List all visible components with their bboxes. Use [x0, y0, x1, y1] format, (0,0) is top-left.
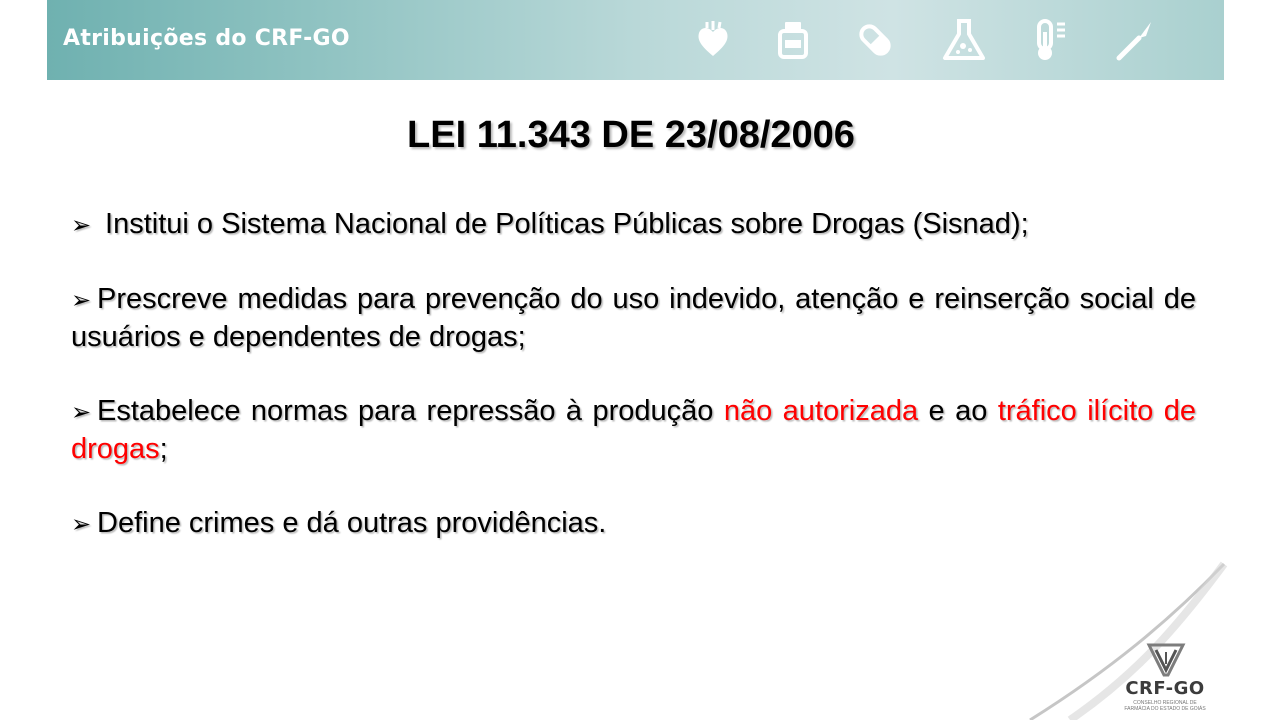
- thermometer-icon: [1031, 18, 1071, 62]
- slide-title: LEI 11.343 DE 23/08/2006: [407, 114, 855, 156]
- logo-subtitle: CONSELHO REGIONAL DE FARMÁCIA DO ESTADO DE GOIÁS: [1124, 700, 1206, 712]
- bullet-list: [71, 206, 1196, 580]
- bullet-text: Estabelece normas para repressão à produção: [97, 395, 724, 427]
- crf-go-logo: [1120, 640, 1210, 712]
- bullet-text: Prescreve medidas para prevenção do uso indevido, atenção e reinserção social de usuários e dependentes de drogas;: [71, 283, 1196, 353]
- bullet-text: ;: [159, 433, 168, 465]
- bullet-arrow-icon: ➢: [71, 211, 92, 239]
- bullet-text: e ao: [918, 395, 998, 427]
- flask-icon: [939, 18, 989, 62]
- bullet-arrow-icon: ➢: [71, 510, 92, 538]
- header-title: Atribuições do CRF-GO: [63, 26, 350, 51]
- bullet-arrow-icon: ➢: [71, 286, 92, 314]
- bullet-item: [71, 393, 1196, 468]
- logo-name: CRF-GO: [1125, 678, 1205, 699]
- bullet-emphasis-text: tráfico ilícito de drogas: [71, 395, 1196, 465]
- scalpel-icon: [1113, 18, 1157, 62]
- capsule-icon: [855, 18, 895, 62]
- bullet-arrow-icon: ➢: [71, 398, 92, 426]
- bullet-text: Define crimes e dá outras providências.: [97, 507, 607, 539]
- bullet-item: [71, 281, 1196, 356]
- bullet-emphasis-text: não autorizada: [723, 395, 919, 427]
- heart-icon: [693, 18, 733, 62]
- bullet-item: [71, 505, 1196, 543]
- header-banner: [47, 0, 1224, 80]
- bullet-text: Institui o Sistema Nacional de Políticas Públicas sobre Drogas (Sisnad);: [97, 208, 1029, 240]
- pill-bottle-icon: [775, 18, 811, 62]
- bullet-item: [71, 206, 1196, 244]
- logo-emblem-icon: [1146, 642, 1186, 678]
